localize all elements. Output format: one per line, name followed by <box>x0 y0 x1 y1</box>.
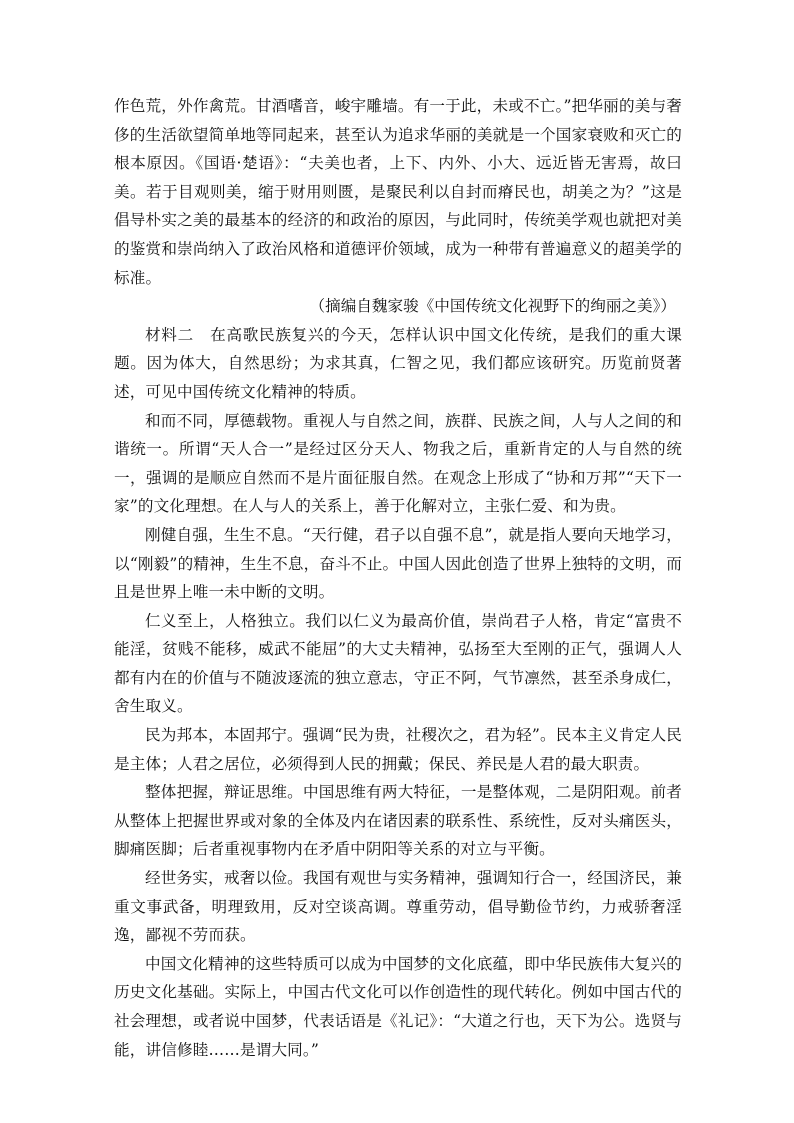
paragraph-beauty-excess: 作色荒，外作禽荒。甘酒嗜音，峻宇雕墙。有一于此，未或不亡。”把华丽的美与奢侈的生活欲望简单地等同起来，甚至认为追求华丽的美就是一个国家衰败和灭亡的根本原因。《国语·楚语》：“夫美也者，上下、内外、小大、远近皆无害焉，故曰美。若于目观则美，缩于财用则匮，是聚民利以自封而瘠民也，胡美之为？”这是倡导朴实之美的最基本的经济的和政治的原因，与此同时，传统美学观也就把对美的鉴赏和崇尚纳入了政治风格和道德评价领域，成为一种带有普遍意义的超美学的标准。 <box>114 97 682 287</box>
paragraph-material-two-intro: 材料二 在高歌民族复兴的今天，怎样认识中国文化传统，是我们的重大课题。因为体大，自然思纷；为求其真，仁智之见，我们都应该研究。历览前贤著述，可见中国传统文化精神的特质。 <box>114 325 682 401</box>
paragraph-self-strengthening: 刚健自强，生生不息。“天行健，君子以自强不息”，就是指人要向天地学习，以“刚毅”的精神，生生不息，奋斗不止。中国人因此创造了世界上独特的文明，而且是世界上唯一未中断的文明。 <box>114 525 682 602</box>
paragraph-benevolence: 仁义至上，人格独立。我们以仁义为最高价值，崇尚君子人格，肯定“富贵不能淫，贫贱不能移，威武不能屈”的大丈夫精神，弘扬至大至刚的正气，强调人人都有内在的价值与不随波逐流的独立意志，守正不阿，气节凛然，甚至杀身成仁，舍生取义。 <box>114 611 682 716</box>
paragraph-harmony: 和而不同，厚德载物。重视人与自然之间，族群、民族之间，人与人之间的和谐统一。所谓“天人合一”是经过区分天人、物我之后，重新肯定的人与自然的统一，强调的是顺应自然而不是片面征服自然。在观念上形成了“协和万邦”“天下一家”的文化理想。在人与人的关系上，善于化解对立，主张仁爱、和为贵。 <box>114 411 682 516</box>
source-citation: （摘编自魏家骏《中国传统文化视野下的绚丽之美》） <box>309 297 676 316</box>
paragraph-chinese-dream: 中国文化精神的这些特质可以成为中国梦的文化底蕴，即中华民族伟大复兴的历史文化基础。实际上，中国古代文化可以作创造性的现代转化。例如中国古代的社会理想，或者说中国梦，代表话语是《礼记》：“大道之行也，天下为公。选贤与能，讲信修睦……是谓大同。” <box>114 954 682 1059</box>
paragraph-people-foundation: 民为邦本，本固邦宁。强调“民为贵，社稷次之，君为轻”。民本主义肯定人民是主体；人君之居位，必须得到人民的拥戴；保民、养民是人君的最大职责。 <box>114 726 682 773</box>
paragraph-holistic-thinking: 整体把握，辩证思维。中国思维有两大特征，一是整体观，二是阴阳观。前者从整体上把握世界或对象的全体及内在诸因素的联系性、系统性，反对头痛医头，脚痛医脚；后者重视事物内在矛盾中阴阳等关系的对立与平衡。 <box>114 783 682 859</box>
paragraph-pragmatism: 经世务实，戒奢以俭。我国有观世与实务精神，强调知行合一，经国济民，兼重文事武备，明理致用，反对空谈高调。尊重劳动，倡导勤俭节约，力戒骄奢淫逸，鄙视不劳而获。 <box>114 869 682 945</box>
document-page <box>114 92 682 1064</box>
